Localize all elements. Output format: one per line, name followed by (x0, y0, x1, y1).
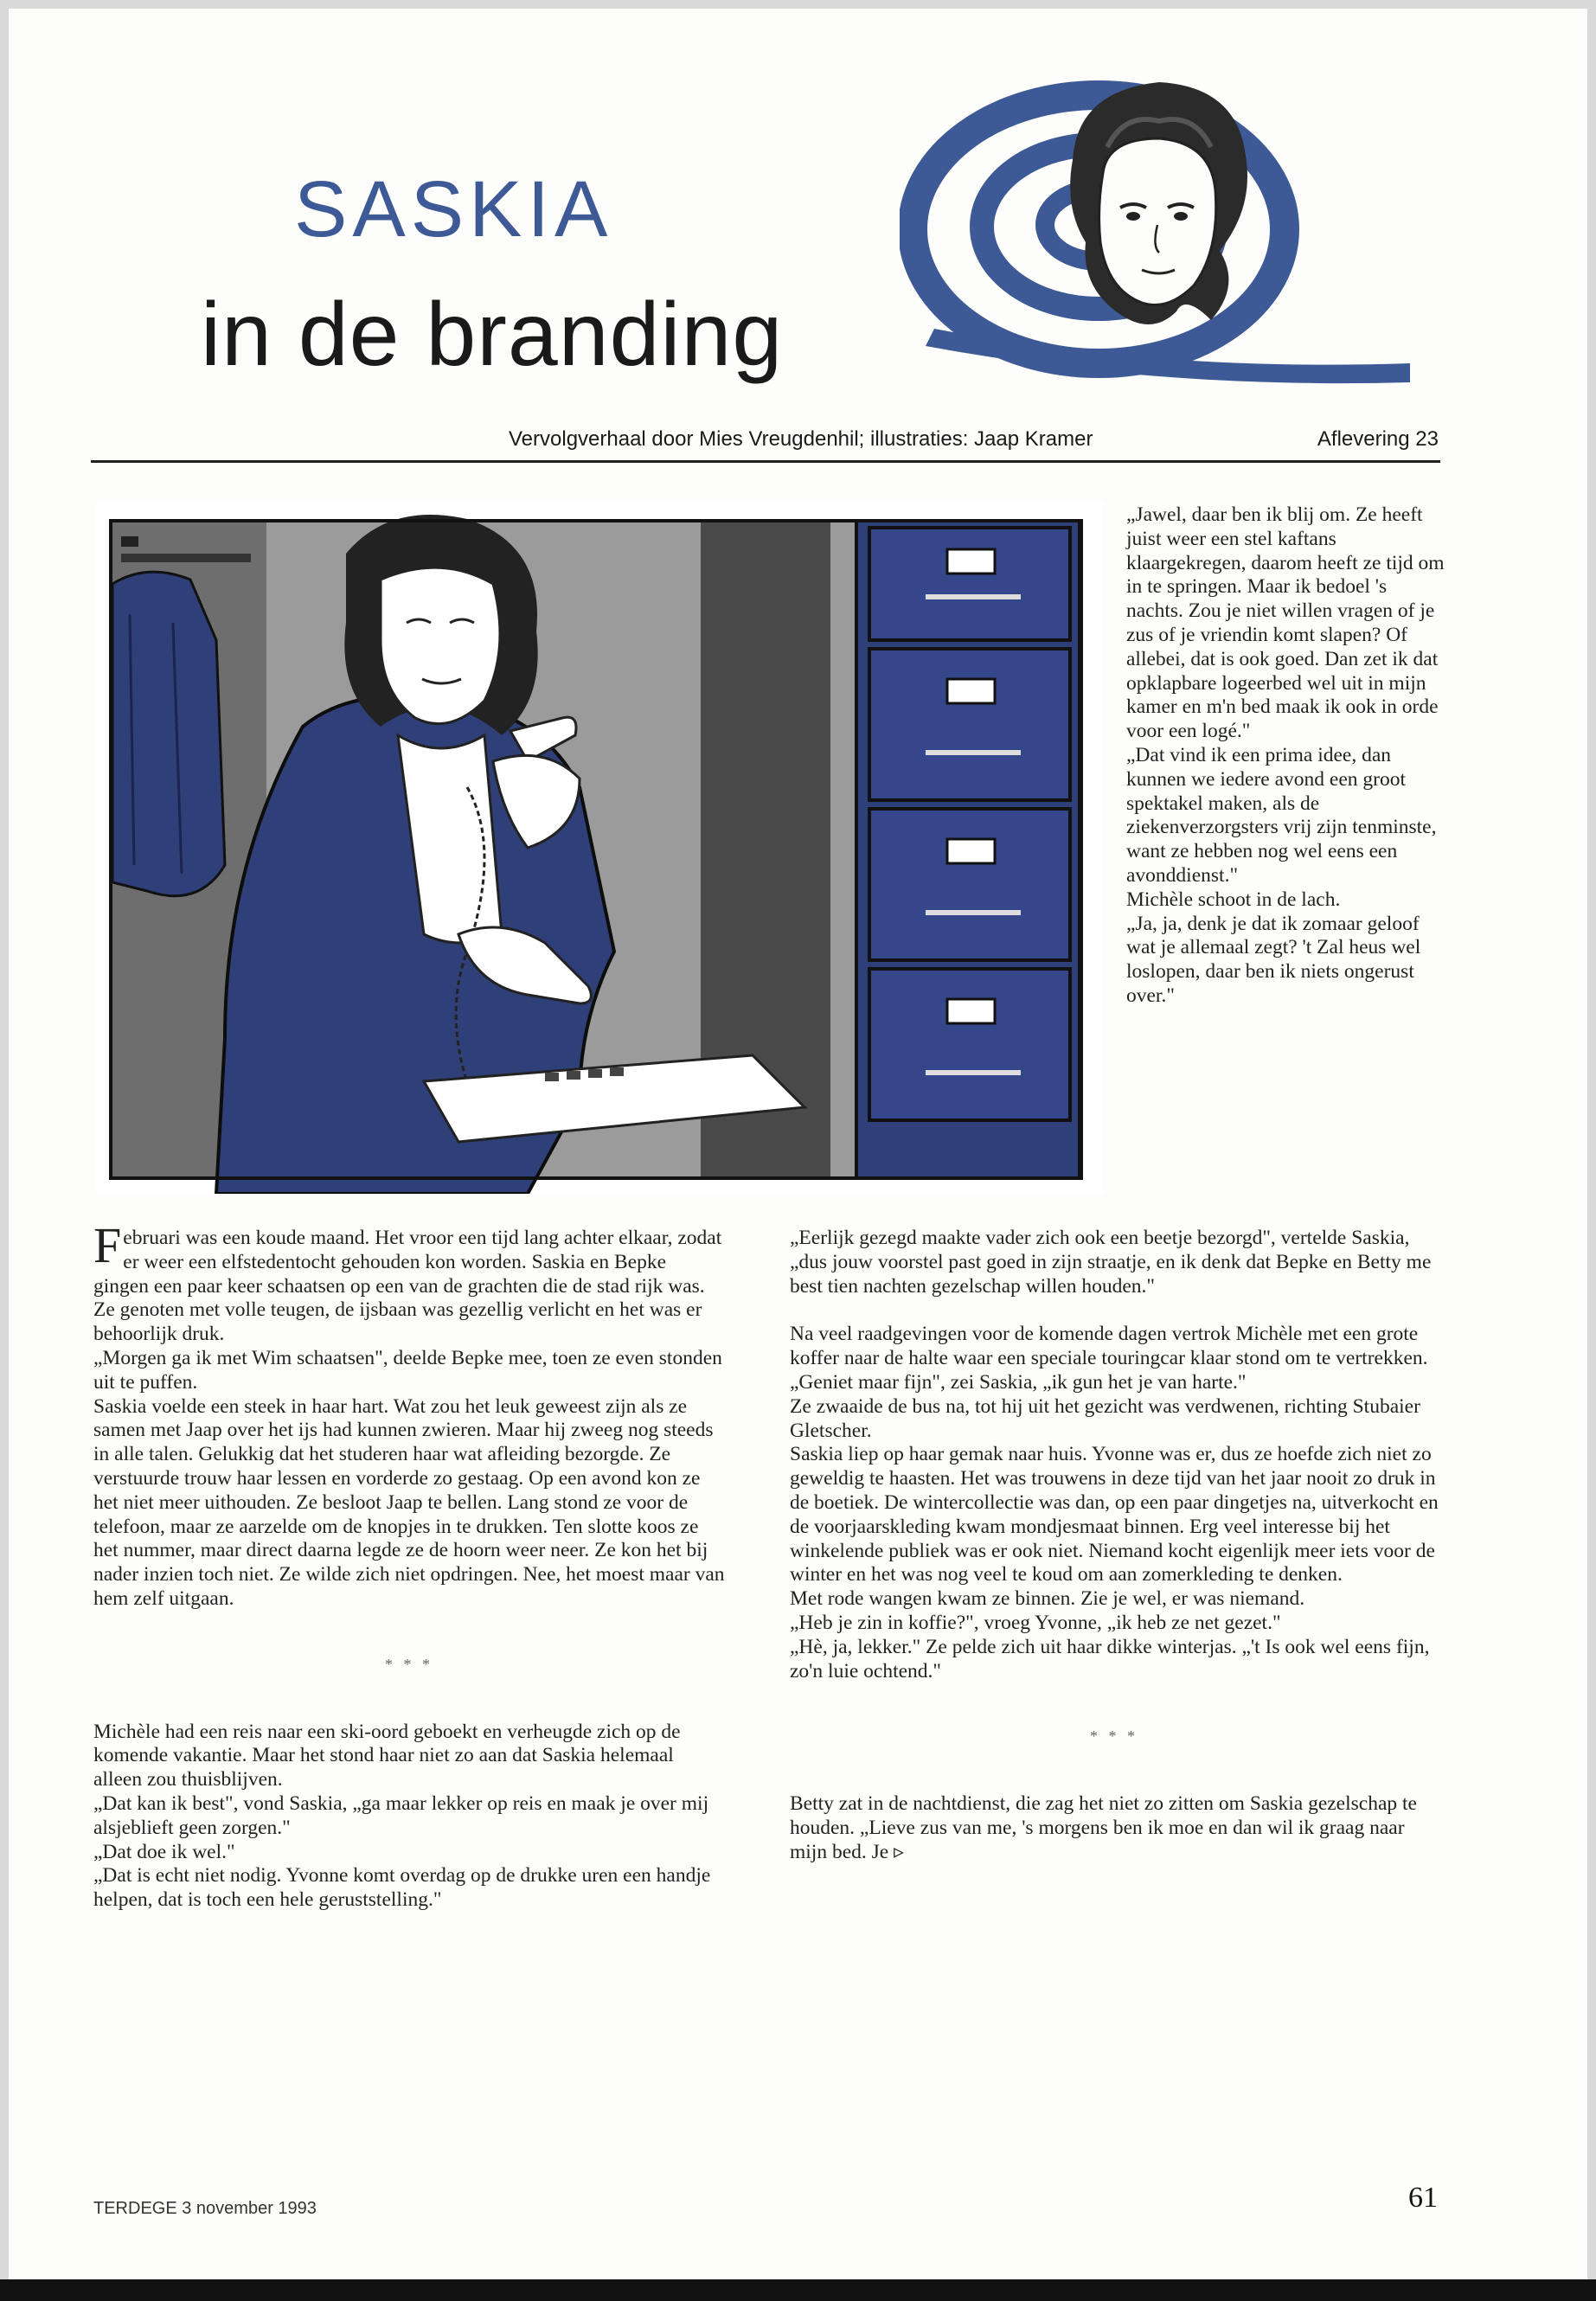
section-separator: * * * (1090, 1727, 1138, 1746)
paragraph: Saskia liep op haar gemak naar huis. Yvonne was er, dus ze hoefde zich niet zo geweldig te haasten. Het was trouwens in deze tijd van het jaar nooit zo druk in de boetiek. De wintercollectie was dan, op een paar dingetjes na, uitverkocht en de voorjaarskleding kwam mondjesmaat binnen. Erg veel interesse bij het winkelende publiek was er ook niet. Niemand kocht eigenlijk meer iets voor de winter en het was nog veel te koud om aan zomerkleding te denken. (790, 1443, 1439, 1586)
magazine-page (9, 9, 1587, 2279)
episode-label: Aflevering 23 (1317, 427, 1439, 451)
paragraph: „Heb je zin in koffie?", vroeg Yvonne, „ik heb ze net gezet." (790, 1611, 1281, 1634)
paragraph: Michèle schoot in de lach. (1126, 888, 1341, 911)
paragraph: Saskia voelde een steek in haar hart. Wat zou het leuk geweest zijn als ze samen met Jaap over het ijs had kunnen zwieren. Maar hij zweeg nog steeds in alle talen. Gelukkig dat het studeren haar wat afleiding bezorgde. Ze verstuurde trouw haar lessen en vorderde zo gestaag. Op een avond kon ze het niet meer uithouden. Ze besloot Jaap te bellen. Lang stond ze voor de telefoon, maar ze aarzelde om de knopjes in te drukken. Ten slotte koos ze het nummer, maar direct daarna legde ze de hoorn weer neer. Ze kon het bij nader inzien toch niet. Ze wilde zich niet opdringen. Nee, het moest maar van hem zelf uitgaan. (93, 1394, 725, 1610)
right-text-column (790, 1227, 1439, 1865)
side-text-column (1126, 503, 1446, 1009)
paragraph: Na veel raadgevingen voor de komende dagen vertrok Michèle met een grote koffer naar de halte waar een speciale touringcar klaar stond om te vertrekken. (790, 1323, 1428, 1370)
paragraph: „Eerlijk gezegd maakte vader zich ook een beetje bezorgd", vertelde Saskia, „dus jouw voorstel past goed in zijn straatje, en ik denk dat Bepke en Betty me best tien nachten gezelschap willen houden." (790, 1227, 1432, 1298)
paragraph: „Geniet maar fijn", zei Saskia, „ik gun het je van harte." (790, 1370, 1247, 1394)
byline-text: Vervolgverhaal door Mies Vreugdenhil; illustraties: Jaap Kramer (509, 427, 1093, 451)
paragraph: „Dat kan ik best", vond Saskia, „ga maar lekker op reis en maak je over mij alsjeblieft geen zorgen." (93, 1791, 709, 1839)
story-title: SASKIA (294, 165, 613, 253)
paragraph: „Hè, ja, lekker." Ze pelde zich uit haar dikke winterjas. „'t Is ook wel eens fijn, zo'n luie ochtend." (790, 1635, 1430, 1682)
telephone-illustration (95, 502, 1103, 1194)
paragraph: „Dat vind ik een prima idee, dan kunnen we iedere avond een groot spektakel maken, als de ziekenverzorgsters vrij zijn tenminste, want ze hebben nog wel eens een avonddienst." (1126, 743, 1437, 887)
paragraph: „Jawel, daar ben ik blij om. Ze heeft juist weer een stel kaftans klaargekregen, daarom heeft ze tijd om in te springen. Maar ik bedoel 's nachts. Zou je niet willen vragen of je zus of je vriendin komt slapen? Of allebei, dat is ook goed. Dan zet ik dat opklapbare logeerbed wel uit in mijn kamer en m'n bed maak ik ook in orde voor een logé." (1126, 503, 1445, 743)
scan-edge (0, 2279, 1596, 2301)
story-subtitle: in de branding (201, 285, 784, 385)
paragraph: Met rode wangen kwam ze binnen. Zie je wel, er was niemand. (790, 1587, 1305, 1611)
paragraph: Betty zat in de nachtdienst, die zag het niet zo zitten om Saskia gezelschap te houden. „Lieve zus van me, 's morgens ben ik moe en dan wil ik graag naar mijn bed. Je ▹ (790, 1792, 1417, 1863)
byline (509, 427, 1439, 452)
page-number: 61 (1408, 2182, 1438, 2214)
paragraph: „Ja, ja, denk je dat ik zomaar geloof wat je allemaal zegt? 't Zal heus wel loslopen, daar ben ik niets ongerust over." (1126, 912, 1421, 1007)
paragraph: „Dat is echt niet nodig. Yvonne komt overdag op de drukke uren een handje helpen, dat is toch een hele geruststelling." (93, 1864, 711, 1912)
spiral-portrait-logo (900, 78, 1419, 385)
paragraph-text: ebruari was een koude maand. Het vroor een tijd lang achter elkaar, zodat er weer een elfstedentocht gehouden kon worden. Saskia en Bepke gingen een paar keer schaatsen op een van de grachten die de stad rijk was. Ze genoten met volle teugen, de ijsbaan was gezellig verlicht en het was er behoorlijk druk. (93, 1227, 722, 1346)
publication-footer: TERDEGE 3 november 1993 (93, 2199, 317, 2218)
paragraph: „Dat doe ik wel." (93, 1840, 235, 1863)
paragraph: Ze zwaaide de bus na, tot hij uit het gezicht was verdwenen, richting Stubaier Gletscher. (790, 1394, 1420, 1442)
paragraph (93, 1217, 725, 1347)
drop-cap: F (93, 1217, 122, 1273)
paragraph: „Morgen ga ik met Wim schaatsen", deelde Bepke mee, toen ze even stonden uit te puffen. (93, 1346, 722, 1394)
paragraph: Michèle had een reis naar een ski-oord geboekt en verheugde zich op de komende vakantie. Maar het stond haar niet zo aan dat Saskia helemaal alleen zou thuisblijven. (93, 1720, 681, 1791)
header-rule (91, 460, 1440, 463)
section-separator: * * * (385, 1655, 433, 1673)
left-text-column (93, 1217, 725, 1913)
